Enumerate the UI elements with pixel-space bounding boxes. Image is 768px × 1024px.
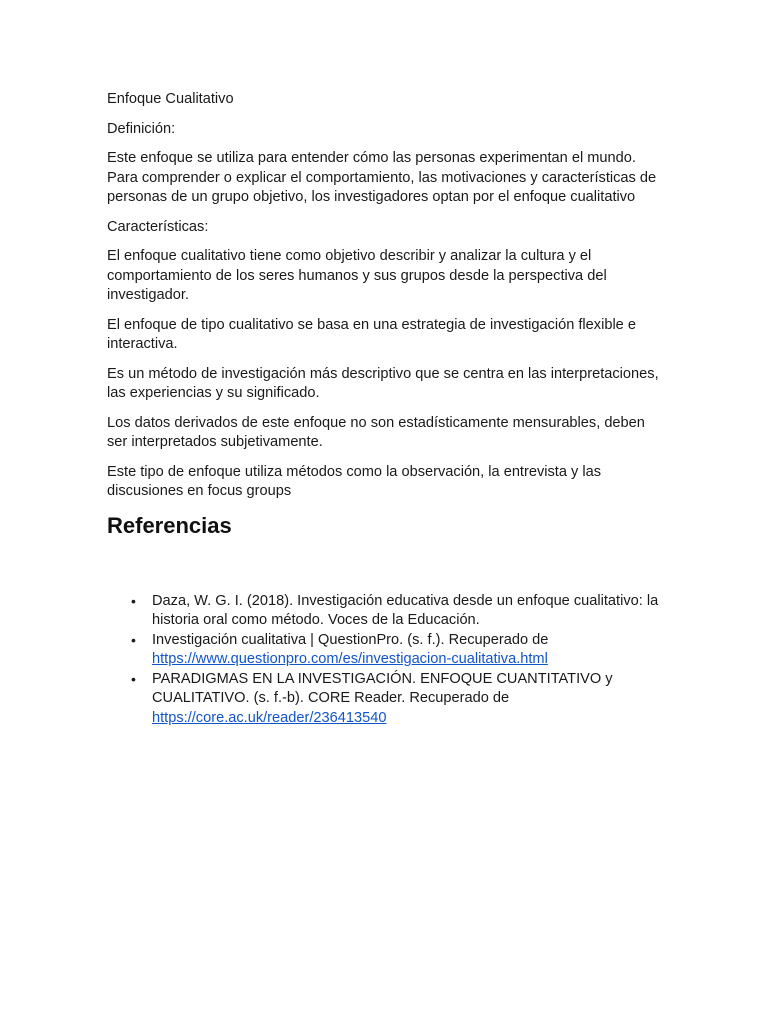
- reference-item: [131, 631, 667, 670]
- document-body: [107, 90, 667, 728]
- definition-label: Definición:: [107, 120, 176, 137]
- reference-link-core[interactable]: https://core.ac.uk/reader/236413540: [152, 709, 387, 726]
- references-heading: Referencias: [107, 512, 232, 538]
- document-title: Enfoque Cualitativo: [107, 91, 234, 107]
- definition-text: Este enfoque se utiliza para entender cómo las personas experimentan el mundo. Para comprender o explicar el comportamiento, las motivaciones y características de personas de un grupo objetivo, los investigadores optan por el enfoque cualitativo: [107, 150, 657, 205]
- characteristics-label: Características:: [107, 218, 209, 235]
- reference-text: Daza, W. G. I. (2018). Investigación educativa desde un enfoque cualitativo: la historia oral como método. Voces de la Educación.: [152, 592, 659, 628]
- reference-text: Investigación cualitativa | QuestionPro. (s. f.). Recuperado de: [152, 631, 549, 648]
- reference-link-questionpro[interactable]: https://www.questionpro.com/es/investigacion-cualitativa.html: [152, 651, 548, 667]
- characteristic-paragraph: El enfoque cualitativo tiene como objetivo describir y analizar la cultura y el comportamiento de los seres humanos y sus grupos desde la perspectiva del investigador.: [107, 248, 607, 303]
- bullet-icon: •: [131, 631, 136, 648]
- references-list: [107, 592, 667, 729]
- characteristic-paragraph: Es un método de investigación más descriptivo que se centra en las interpretaciones, las experiencias y su significado.: [107, 365, 659, 401]
- bullet-icon: •: [131, 670, 136, 687]
- reference-text: PARADIGMAS EN LA INVESTIGACIÓN. ENFOQUE CUANTITATIVO y CUALITATIVO. (s. f.-b). CORE Reader. Recuperado de: [152, 670, 613, 706]
- reference-item: [131, 592, 667, 631]
- characteristic-paragraph: Los datos derivados de este enfoque no son estadísticamente mensurables, deben ser interpretados subjetivamente.: [107, 414, 645, 450]
- characteristic-paragraph: El enfoque de tipo cualitativo se basa en una estrategia de investigación flexible e interactiva.: [107, 316, 636, 352]
- reference-item: [131, 670, 667, 729]
- characteristic-paragraph: Este tipo de enfoque utiliza métodos como la observación, la entrevista y las discusiones en focus groups: [107, 463, 602, 499]
- bullet-icon: •: [131, 592, 136, 609]
